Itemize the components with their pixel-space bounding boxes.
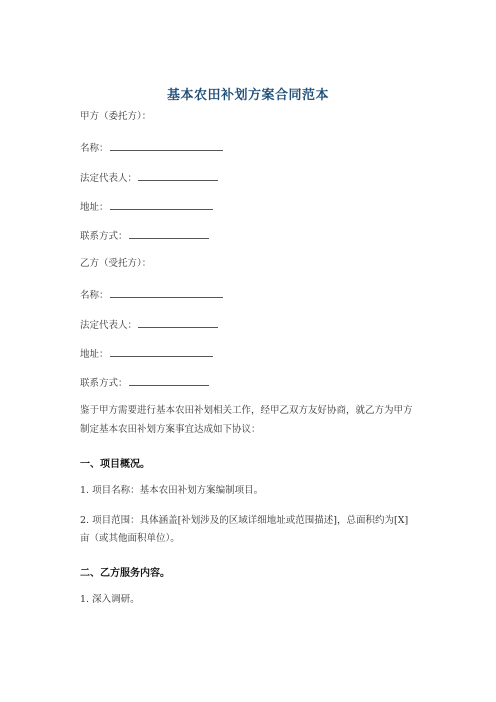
section-2-heading: 二、乙方服务内容。 (80, 568, 170, 579)
section-1-item-2-line-2: 亩（或其他面积单位）。 (80, 533, 180, 544)
party-b-rep-label: 法定代表人： (80, 320, 138, 331)
preamble-line-2: 制定基本农田补划方案事宜达成如下协议： (80, 424, 261, 435)
section-2-item-1: 1. 深入调研。 (80, 594, 140, 605)
party-a-address-blank (110, 200, 213, 210)
section-1-item-1: 1. 项目名称：基本农田补划方案编制项目。 (80, 485, 264, 496)
party-b-rep-blank (138, 318, 218, 328)
party-b-name-blank (110, 288, 223, 298)
party-b-contact-label: 联系方式： (80, 378, 128, 389)
section-1-item-2-line-1: 2. 项目范围：具体涵盖[补划涉及的区域详细地址或范围描述]，总面积约为[X] (80, 515, 409, 526)
party-b-name-label: 名称： (80, 290, 109, 301)
party-a-name-row (80, 141, 223, 155)
party-a-name-label: 名称： (80, 143, 109, 154)
party-a-contact-blank (129, 229, 209, 239)
party-b-contact-blank (129, 376, 209, 386)
party-b-address-row (80, 347, 213, 361)
party-a-rep-label: 法定代表人： (80, 173, 138, 184)
party-b-address-label: 地址： (80, 349, 109, 360)
party-a-address-label: 地址： (80, 202, 109, 213)
party-a-rep-row (80, 171, 218, 185)
party-a-name-blank (110, 141, 223, 151)
party-a-contact-row (80, 229, 209, 243)
party-a-address-row (80, 200, 213, 214)
party-b-heading: 乙方（受托方）： (80, 258, 152, 269)
party-a-heading: 甲方（委托方）： (80, 111, 152, 122)
document-title: 基本农田补划方案合同范本 (166, 88, 329, 103)
party-a-rep-blank (138, 171, 218, 181)
preamble-line-1: 鉴于甲方需要进行基本农田补划相关工作，经甲乙双方友好协商，就乙方为甲方 (80, 405, 413, 416)
party-b-contact-row (80, 376, 209, 390)
party-a-contact-label: 联系方式： (80, 231, 128, 242)
party-b-rep-row (80, 318, 218, 332)
party-b-name-row (80, 288, 223, 302)
section-1-heading: 一、项目概况。 (80, 459, 150, 470)
party-b-address-blank (110, 347, 213, 357)
